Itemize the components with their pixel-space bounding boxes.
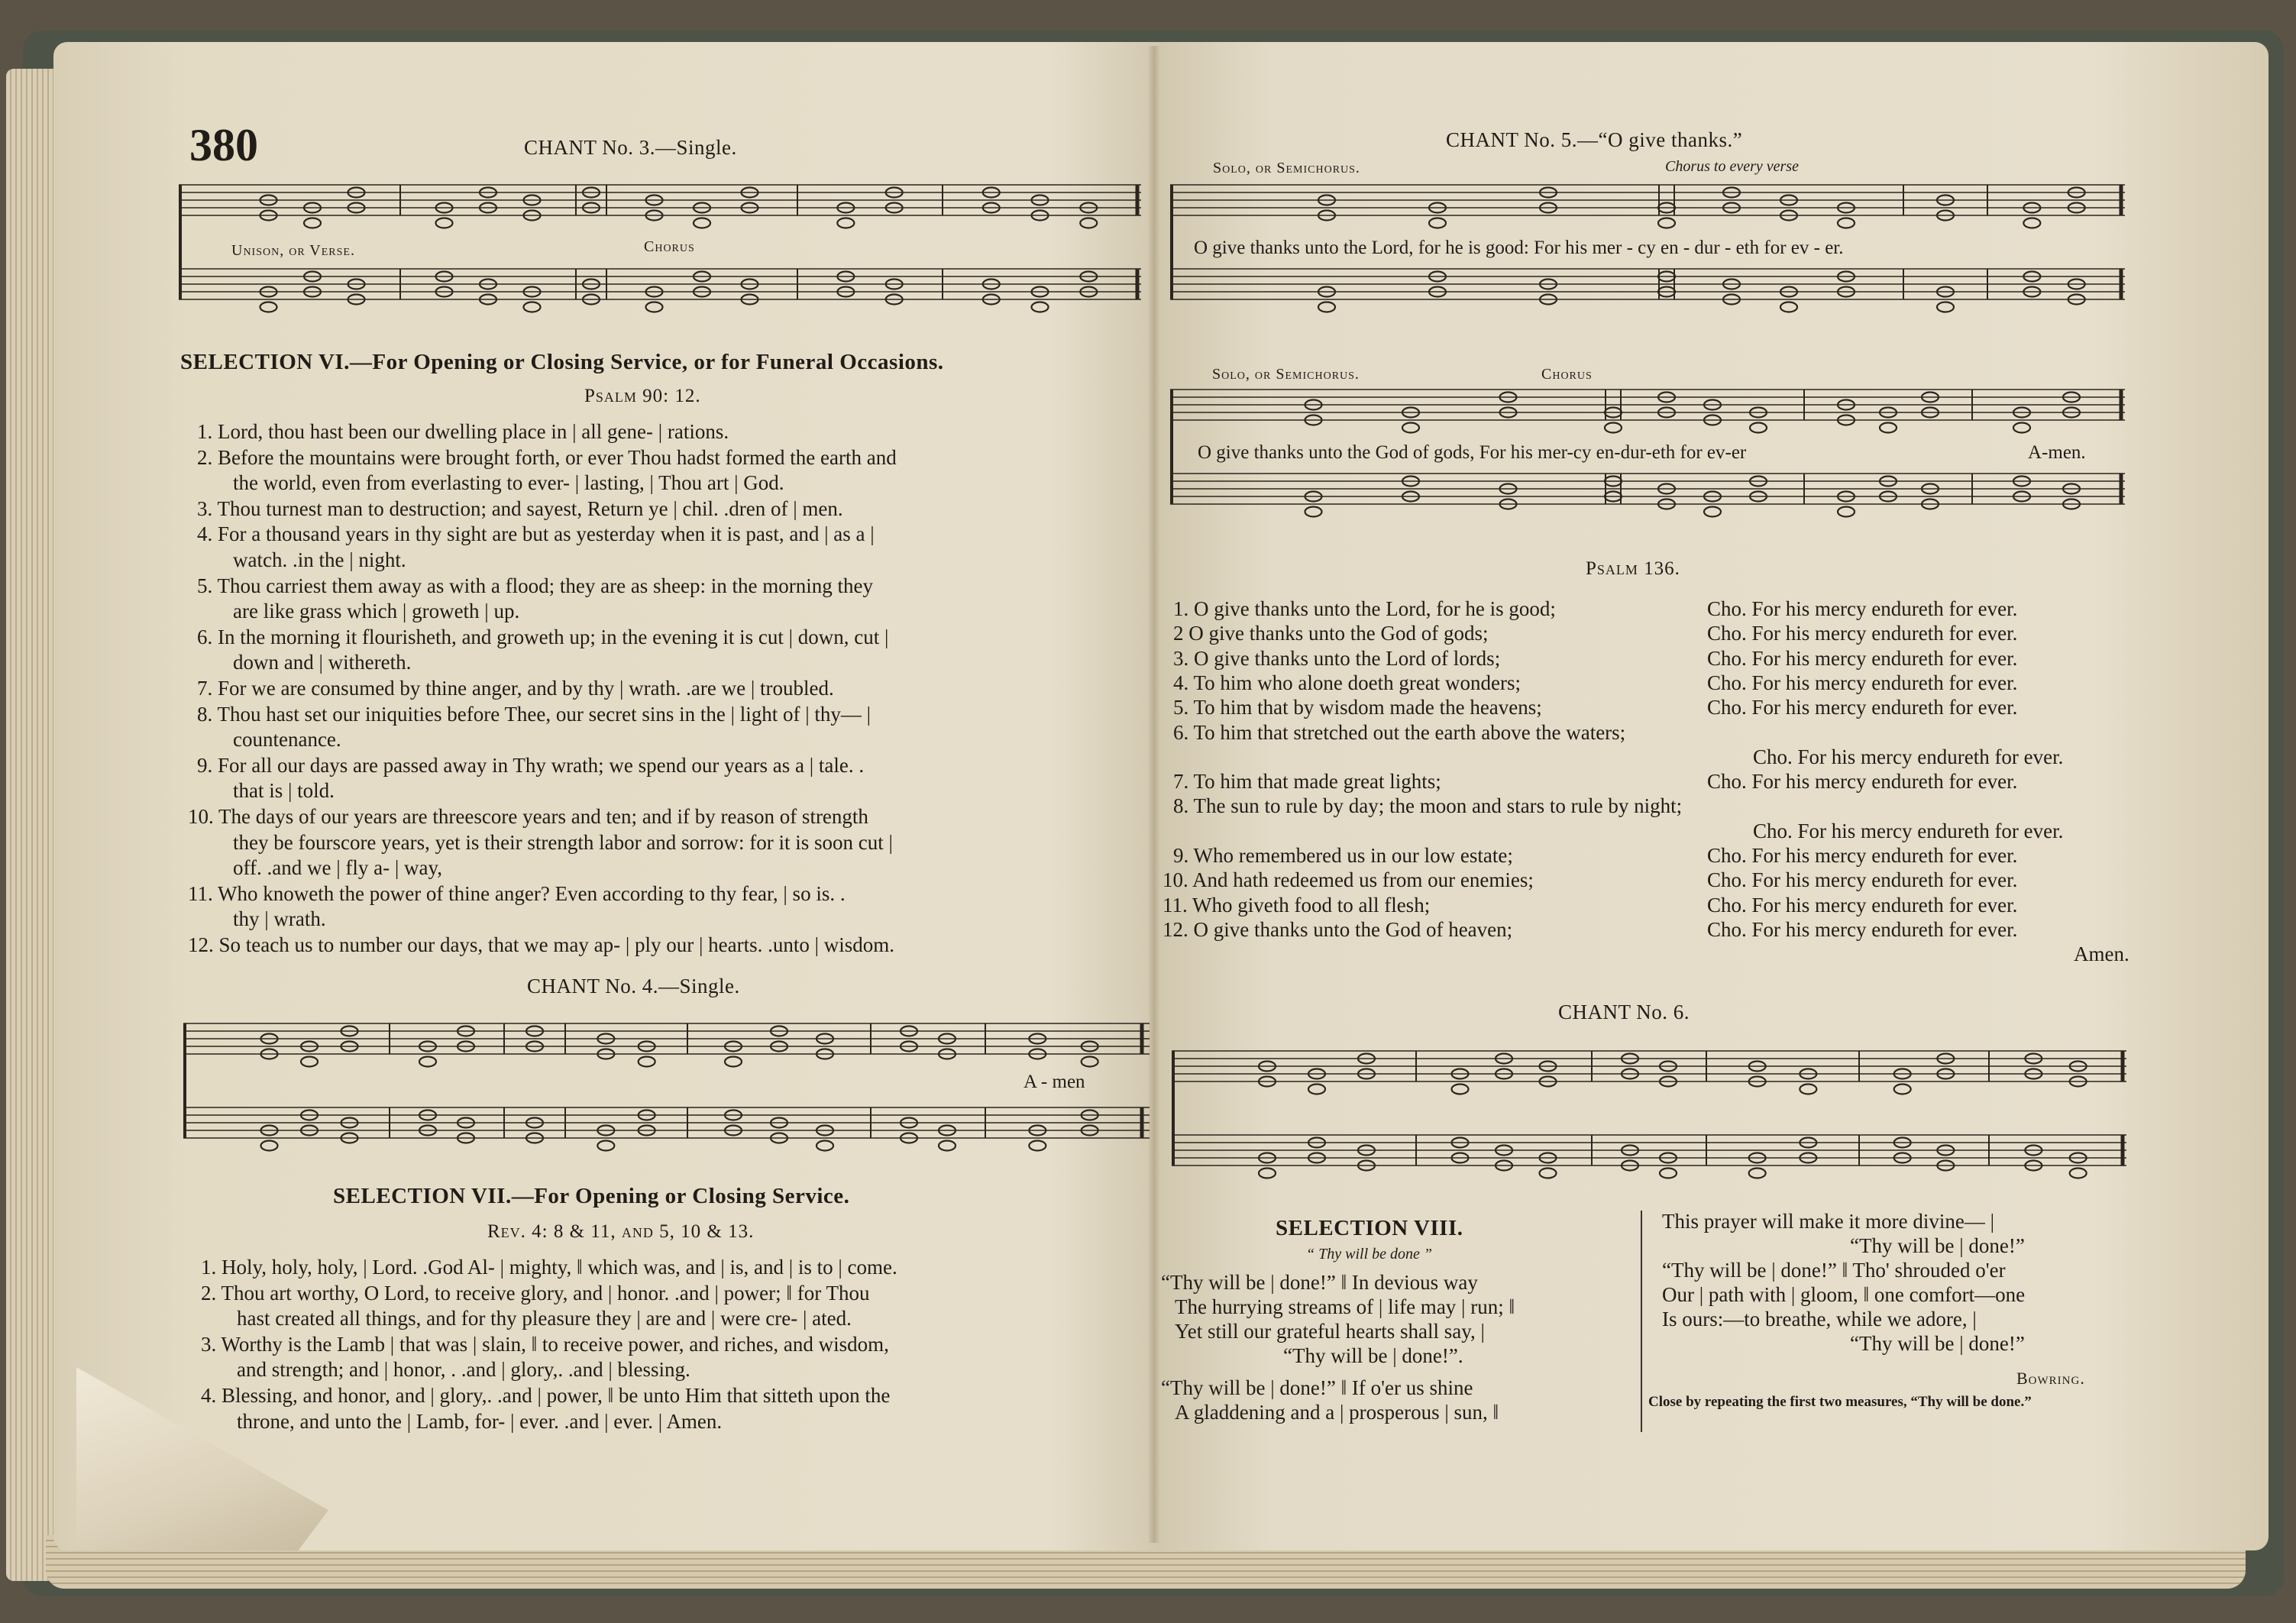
psalm-verse: 7. To him that made great lights; bbox=[1173, 770, 1441, 794]
text-line: countenance. bbox=[233, 728, 341, 752]
music-staff-drawing bbox=[1172, 1043, 2142, 1204]
selection-8-title: SELECTION VIII. bbox=[1276, 1216, 1463, 1240]
psalm-verse: 4. To him who alone doeth great wonders; bbox=[1173, 671, 1522, 694]
text-line: off. .and we | fly a- | way, bbox=[233, 856, 442, 880]
text-line: 1. Lord, thou hast been our dwelling place in | all gene- | rations. bbox=[197, 420, 729, 443]
text-line: 12. So teach us to number our days, that we may ap- | ply our | hearts. .unto | wisdom. bbox=[188, 933, 895, 956]
text-line: 10. The days of our years are threescore years and ten; and if by reason of strength bbox=[188, 805, 868, 828]
psalm-verse: 5. To him that by wisdom made the heavens; bbox=[1173, 696, 1542, 719]
chorus-label: Chorus bbox=[644, 238, 695, 255]
psalm-verse: 12. O give thanks unto the God of heaven; bbox=[1163, 917, 1513, 941]
column-divider bbox=[1641, 1211, 1642, 1432]
psalm-verse: 1. O give thanks unto the Lord, for he is good; bbox=[1173, 597, 1556, 620]
selection-8-author: Bowring. bbox=[2016, 1369, 2085, 1388]
psalm-chorus: Cho. For his mercy endureth for ever. bbox=[1707, 770, 2018, 794]
text-line: “Thy will be | done!” bbox=[1850, 1234, 2025, 1257]
music-staff-drawing bbox=[183, 1016, 1165, 1176]
text-line: the world, even from everlasting to ever- | lasting, | Thou art | God. bbox=[233, 471, 784, 495]
text-line: 7. For we are consumed by thine anger, and by thy | wrath. .are we | troubled. bbox=[197, 677, 834, 700]
text-line: “Thy will be | done!” ‖ In devious way bbox=[1161, 1271, 1478, 1294]
psalm-chorus: Cho. For his mercy endureth for ever. bbox=[1707, 646, 2018, 670]
chant-3-title: CHANT No. 3.—Single. bbox=[524, 136, 737, 159]
chant-4-title: CHANT No. 4.—Single. bbox=[527, 975, 740, 997]
text-line: that is | told. bbox=[233, 779, 335, 803]
psalm-chorus: Cho. For his mercy endureth for ever. bbox=[1707, 893, 2018, 917]
text-line: “Thy will be | done!”. bbox=[1283, 1344, 1463, 1367]
text-line: 3. Worthy is the Lamb | that was | slain, ‖ to receive power, and riches, and wisdom, bbox=[201, 1332, 889, 1356]
text-line: Our | path with | gloom, ‖ one comfort—one bbox=[1662, 1283, 2026, 1306]
chant-4-amen: A - men bbox=[1023, 1072, 1085, 1092]
text-line: watch. .in the | night. bbox=[233, 548, 406, 571]
text-line: 1. Holy, holy, holy, | Lord. .God Al- | mighty, ‖ which was, and | is, and | is to | come. bbox=[201, 1256, 897, 1279]
text-line: hast created all things, and for thy pleasure they | are and | were cre- | ated. bbox=[237, 1307, 852, 1330]
selection-6-psalm: Psalm 90: 12. bbox=[584, 386, 701, 406]
text-line: 4. For a thousand years in thy sight are but as yesterday when it is past, and | as a | bbox=[197, 522, 875, 546]
psalm-chorus: Cho. For his mercy endureth for ever. bbox=[1753, 745, 2064, 768]
selection-7-ref: Rev. 4: 8 & 11, and 5, 10 & 13. bbox=[487, 1221, 755, 1242]
psalm-chorus: Cho. For his mercy endureth for ever. bbox=[1707, 671, 2018, 694]
text-line: 9. For all our days are passed away in Thy wrath; we spend our years as a | tale. . bbox=[197, 753, 865, 777]
chant-5-title: CHANT No. 5.—“O give thanks.” bbox=[1446, 128, 1743, 151]
psalm-amen: Amen. bbox=[2074, 942, 2129, 966]
selection-6-title: SELECTION VI.—For Opening or Closing Service, or for Funeral Occasions. bbox=[180, 350, 944, 374]
text-line: thy | wrath. bbox=[233, 907, 326, 931]
chant-5-chorus-label: Chorus to every verse bbox=[1665, 158, 1799, 175]
psalm-chorus: Cho. For his mercy endureth for ever. bbox=[1707, 696, 2018, 719]
text-line: they be fourscore years, yet is their strength labor and sorrow: for it is soon cut | bbox=[233, 830, 893, 854]
text-line: “Thy will be | done!” ‖ Tho' shrouded o'er bbox=[1662, 1259, 2006, 1282]
chant-4-staff bbox=[183, 1016, 1165, 1176]
psalm-chorus: Cho. For his mercy endureth for ever. bbox=[1753, 819, 2064, 842]
psalm-verse: 3. O give thanks unto the Lord of lords; bbox=[1173, 646, 1501, 670]
chant-6-staff bbox=[1172, 1043, 2142, 1204]
psalm-verse: 9. Who remembered us in our low estate; bbox=[1173, 844, 1513, 867]
selection-8-subtitle: “ Thy will be done ” bbox=[1306, 1246, 1433, 1263]
psalm-verse: 8. The sun to rule by day; the moon and stars to rule by night; bbox=[1173, 794, 1683, 818]
text-line: This prayer will make it more divine— | bbox=[1662, 1210, 1995, 1233]
chant-6-title: CHANT No. 6. bbox=[1558, 1001, 1690, 1023]
text-line: throne, and unto the | Lamb, for- | ever. .and | ever. | Amen. bbox=[237, 1409, 723, 1433]
text-line: are like grass which | groweth | up. bbox=[233, 600, 520, 623]
text-line: “Thy will be | done!” ‖ If o'er us shine bbox=[1161, 1376, 1473, 1399]
text-line: The hurrying streams of | life may | run; ‖ bbox=[1175, 1295, 1515, 1318]
text-line: A gladdening and a | prosperous | sun, ‖ bbox=[1175, 1401, 1499, 1424]
text-line: 5. Thou carriest them away as with a flood; they are as sheep: in the morning they bbox=[197, 574, 874, 597]
text-line: 11. Who knoweth the power of thine anger? Even according to thy fear, | so is. . bbox=[188, 881, 846, 905]
chant-5b-solo-label: Solo, or Semichorus. bbox=[1212, 366, 1360, 383]
text-line: “Thy will be | done!” bbox=[1850, 1332, 2025, 1355]
psalm-chorus: Cho. For his mercy endureth for ever. bbox=[1707, 917, 2018, 941]
chant-5b-amen: A-men. bbox=[2028, 442, 2086, 463]
text-line: 6. In the morning it flourisheth, and groweth up; in the evening it is cut | down, cut | bbox=[197, 625, 889, 648]
selection-7-title: SELECTION VII.—For Opening or Closing Service. bbox=[333, 1184, 850, 1208]
text-line: 2. Before the mountains were brought forth, or ever Thou hadst formed the earth and bbox=[197, 445, 897, 469]
text-line: 3. Thou turnest man to destruction; and sayest, Return ye | chil. .dren of | men. bbox=[197, 496, 843, 520]
chant-5b-chorus-label: Chorus bbox=[1541, 366, 1593, 383]
psalm-verse: 11. Who giveth food to all flesh; bbox=[1163, 893, 1431, 917]
psalm-verse: 2 O give thanks unto the God of gods; bbox=[1173, 622, 1489, 645]
chant-5b-lyric: O give thanks unto the God of gods, For his mer-cy en-dur-eth for ev-er bbox=[1198, 442, 1747, 463]
text-line: Is ours:—to breathe, while we adore, | bbox=[1662, 1308, 1977, 1330]
selection-8-note: Close by repeating the first two measures, “Thy will be done.” bbox=[1648, 1394, 2032, 1410]
text-line: 4. Blessing, and honor, and | glory,. .and | power, ‖ be unto Him that sitteth upon the bbox=[201, 1384, 891, 1407]
text-line: and strength; and | honor, . .and | glory,. .and | blessing. bbox=[237, 1358, 690, 1382]
psalm-verse: 6. To him that stretched out the earth above the waters; bbox=[1173, 720, 1626, 744]
text-line: 8. Thou hast set our iniquities before Thee, our secret sins in the | light of | thy— | bbox=[197, 702, 872, 726]
psalm-chorus: Cho. For his mercy endureth for ever. bbox=[1707, 597, 2018, 620]
psalm-chorus: Cho. For his mercy endureth for ever. bbox=[1707, 622, 2018, 645]
chant-5a-lyric: O give thanks unto the Lord, for he is good: For his mer - cy en - dur - eth for ev - er. bbox=[1194, 238, 1844, 258]
psalm-chorus: Cho. For his mercy endureth for ever. bbox=[1707, 868, 2018, 892]
psalm-chorus: Cho. For his mercy endureth for ever. bbox=[1707, 844, 2018, 867]
psalm-verse: 10. And hath redeemed us from our enemies; bbox=[1163, 868, 1534, 892]
text-line: Yet still our grateful hearts shall say, | bbox=[1175, 1320, 1485, 1343]
page-number: 380 bbox=[189, 120, 258, 170]
psalm-136-title: Psalm 136. bbox=[1586, 558, 1680, 579]
text-line: down and | withereth. bbox=[233, 651, 412, 674]
unison-label: Unison, or Verse. bbox=[231, 242, 355, 259]
text-line: 2. Thou art worthy, O Lord, to receive glory, and | honor. .and | power; ‖ for Thou bbox=[201, 1281, 870, 1305]
chant-5-solo-label: Solo, or Semichorus. bbox=[1213, 160, 1360, 176]
